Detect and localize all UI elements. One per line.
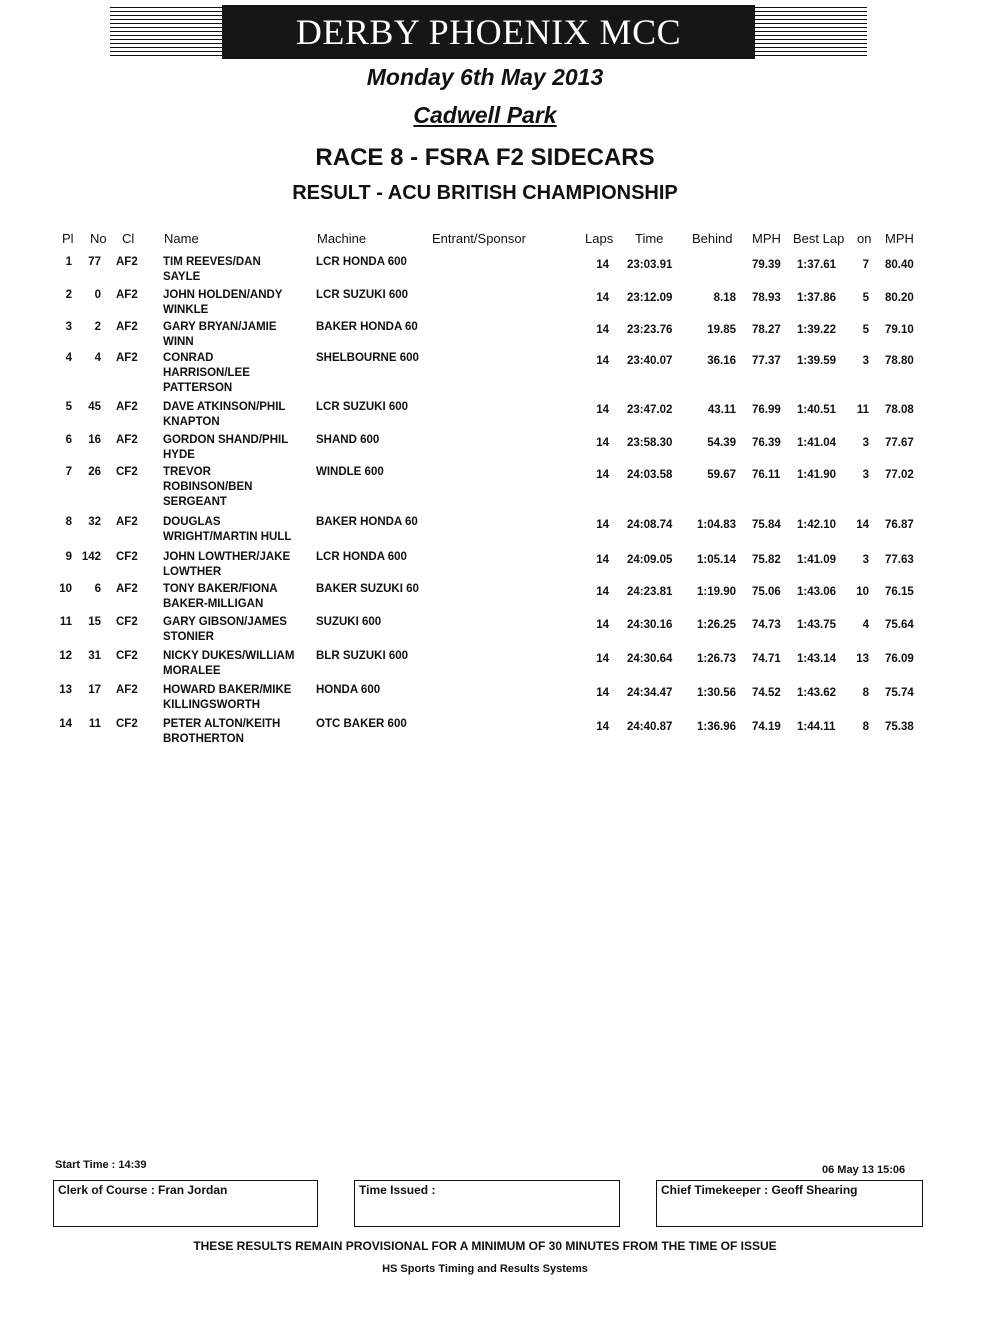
cell-best: 1:40.51 xyxy=(797,404,837,416)
cell-laps: 14 xyxy=(596,586,609,598)
cell-no: 142 xyxy=(81,551,101,563)
cell-no: 16 xyxy=(88,434,101,446)
cell-on: 8 xyxy=(862,687,869,699)
cell-cl: CF2 xyxy=(116,616,138,628)
cell-time: 24:30.64 xyxy=(627,653,673,665)
clerk-of-course-box xyxy=(53,1180,318,1227)
cell-on: 8 xyxy=(862,721,869,733)
cell-pl: 14 xyxy=(59,718,72,730)
cell-name: NICKY DUKES/WILLIAM xyxy=(163,650,295,662)
cell-bmph: 77.63 xyxy=(885,554,914,566)
cell-cl: AF2 xyxy=(116,434,138,446)
cell-name: SAYLE xyxy=(163,271,201,283)
cell-behind: 36.16 xyxy=(707,355,736,367)
cell-name: BROTHERTON xyxy=(163,733,244,745)
cell-laps: 14 xyxy=(596,721,609,733)
cell-machine: SHAND 600 xyxy=(316,434,380,446)
cell-cl: AF2 xyxy=(116,352,138,364)
chief-timekeeper: Chief Timekeeper : Geoff Shearing xyxy=(661,1183,858,1197)
cell-machine: SUZUKI 600 xyxy=(316,616,382,628)
cell-best: 1:39.59 xyxy=(797,355,837,367)
cell-name: KNAPTON xyxy=(163,416,220,428)
cell-machine: WINDLE 600 xyxy=(316,466,384,478)
cell-bmph: 77.67 xyxy=(885,437,914,449)
cell-behind: 1:26.25 xyxy=(696,619,736,631)
cell-laps: 14 xyxy=(596,519,609,531)
cell-laps: 14 xyxy=(596,437,609,449)
cell-on: 3 xyxy=(862,437,869,449)
cell-name: DAVE ATKINSON/PHIL xyxy=(163,401,286,413)
cell-name: SERGEANT xyxy=(163,496,227,508)
col-header-behind: Behind xyxy=(692,231,733,246)
cell-pl: 13 xyxy=(59,684,72,696)
cell-bmph: 76.87 xyxy=(885,519,914,531)
cell-time: 23:47.02 xyxy=(627,404,673,416)
cell-name: GARY BRYAN/JAMIE xyxy=(163,321,277,333)
cell-cl: AF2 xyxy=(116,321,138,333)
cell-time: 23:40.07 xyxy=(627,355,673,367)
cell-name: HOWARD BAKER/MIKE xyxy=(163,684,292,696)
start-time: Start Time : 14:39 xyxy=(55,1159,147,1171)
cell-no: 32 xyxy=(88,516,101,528)
cell-name: WINN xyxy=(163,336,194,348)
cell-mph: 75.06 xyxy=(752,586,781,598)
cell-no: 17 xyxy=(88,684,101,696)
cell-machine: LCR SUZUKI 600 xyxy=(316,289,409,301)
cell-bmph: 78.80 xyxy=(885,355,914,367)
cell-best: 1:43.06 xyxy=(797,586,837,598)
cell-cl: CF2 xyxy=(116,551,138,563)
cell-pl: 11 xyxy=(59,616,72,628)
cell-bmph: 75.38 xyxy=(885,721,914,733)
cell-no: 11 xyxy=(88,718,101,730)
cell-best: 1:39.22 xyxy=(797,324,837,336)
cell-laps: 14 xyxy=(596,404,609,416)
cell-laps: 14 xyxy=(596,619,609,631)
col-header-pl: Pl xyxy=(62,231,74,246)
cell-name: WINKLE xyxy=(163,304,209,316)
cell-best: 1:41.04 xyxy=(797,437,837,449)
cell-on: 3 xyxy=(862,469,869,481)
cell-behind: 8.18 xyxy=(713,292,736,304)
cell-no: 6 xyxy=(94,583,101,595)
cell-name: WRIGHT/MARTIN HULL xyxy=(163,531,292,543)
result-title: RESULT - ACU BRITISH CHAMPIONSHIP xyxy=(292,182,678,204)
cell-time: 23:12.09 xyxy=(627,292,673,304)
cell-cl: AF2 xyxy=(116,401,138,413)
cell-machine: HONDA 600 xyxy=(316,684,381,696)
cell-machine: LCR HONDA 600 xyxy=(316,551,407,563)
cell-mph: 74.73 xyxy=(752,619,781,631)
cell-no: 15 xyxy=(88,616,101,628)
cell-name: HARRISON/LEE xyxy=(163,367,250,379)
cell-bmph: 80.20 xyxy=(885,292,914,304)
cell-mph: 79.39 xyxy=(752,259,781,271)
cell-no: 45 xyxy=(88,401,101,413)
cell-time: 23:03.91 xyxy=(627,259,673,271)
chief-timekeeper-box xyxy=(656,1180,923,1227)
cell-name: PETER ALTON/KEITH xyxy=(163,718,281,730)
cell-name: HYDE xyxy=(163,449,195,461)
cell-name: LOWTHER xyxy=(163,566,222,578)
cell-time: 24:09.05 xyxy=(627,554,673,566)
cell-no: 0 xyxy=(94,289,101,301)
cell-bmph: 75.74 xyxy=(885,687,914,699)
printed-timestamp: 06 May 13 15:06 xyxy=(822,1164,906,1176)
cell-no: 2 xyxy=(94,321,101,333)
cell-name: JOHN HOLDEN/ANDY xyxy=(163,289,283,301)
cell-pl: 9 xyxy=(65,551,72,563)
cell-cl: AF2 xyxy=(116,684,138,696)
cell-on: 5 xyxy=(862,324,869,336)
cell-mph: 74.52 xyxy=(752,687,781,699)
cell-on: 14 xyxy=(856,519,869,531)
col-header-mph: MPH xyxy=(752,231,781,246)
cell-time: 24:40.87 xyxy=(627,721,673,733)
cell-time: 24:23.81 xyxy=(627,586,673,598)
cell-machine: LCR HONDA 600 xyxy=(316,256,407,268)
cell-time: 24:03.58 xyxy=(627,469,673,481)
cell-best: 1:42.10 xyxy=(797,519,837,531)
cell-no: 4 xyxy=(94,352,101,364)
cell-laps: 14 xyxy=(596,292,609,304)
cell-name: PATTERSON xyxy=(163,382,233,394)
cell-cl: CF2 xyxy=(116,466,138,478)
cell-name: MORALEE xyxy=(163,665,221,677)
cell-no: 31 xyxy=(88,650,101,662)
cell-name: ROBINSON/BEN xyxy=(163,481,253,493)
cell-behind: 43.11 xyxy=(707,404,736,416)
cell-bmph: 80.40 xyxy=(885,259,914,271)
cell-time: 24:34.47 xyxy=(627,687,673,699)
timing-system: HS Sports Timing and Results Systems xyxy=(382,1263,588,1275)
cell-cl: AF2 xyxy=(116,516,138,528)
col-header-on: on xyxy=(857,231,872,246)
cell-machine: LCR SUZUKI 600 xyxy=(316,401,409,413)
cell-time: 23:58.30 xyxy=(627,437,673,449)
cell-bmph: 76.15 xyxy=(885,586,914,598)
provisional-notice: THESE RESULTS REMAIN PROVISIONAL FOR A MINIMUM OF 30 MINUTES FROM THE TIME OF ISSUE xyxy=(193,1239,777,1253)
col-header-no: No xyxy=(90,231,107,246)
cell-behind: 1:36.96 xyxy=(696,721,736,733)
cell-laps: 14 xyxy=(596,259,609,271)
cell-pl: 1 xyxy=(65,256,72,268)
cell-bmph: 79.10 xyxy=(885,324,914,336)
cell-behind: 1:04.83 xyxy=(696,519,736,531)
cell-mph: 76.39 xyxy=(752,437,781,449)
cell-best: 1:41.09 xyxy=(797,554,837,566)
banner-lines-left xyxy=(110,7,222,57)
cell-name: BAKER-MILLIGAN xyxy=(163,598,264,610)
cell-on: 10 xyxy=(856,586,869,598)
cell-machine: OTC BAKER 600 xyxy=(316,718,407,730)
cell-bmph: 76.09 xyxy=(885,653,914,665)
cell-mph: 76.99 xyxy=(752,404,781,416)
event-date: Monday 6th May 2013 xyxy=(366,64,604,90)
time-issued-box xyxy=(354,1180,620,1227)
cell-pl: 2 xyxy=(65,289,72,301)
event-venue: Cadwell Park xyxy=(413,102,557,128)
cell-time: 24:30.16 xyxy=(627,619,673,631)
col-header-laps: Laps xyxy=(585,231,614,246)
cell-name: TREVOR xyxy=(163,466,211,478)
cell-pl: 7 xyxy=(65,466,72,478)
col-header-machine: Machine xyxy=(317,231,367,246)
cell-on: 13 xyxy=(856,653,869,665)
col-header-best-lap: Best Lap xyxy=(793,231,845,246)
cell-cl: AF2 xyxy=(116,583,138,595)
cell-name: DOUGLAS xyxy=(163,516,221,528)
cell-time: 23:23.76 xyxy=(627,324,673,336)
cell-best: 1:37.86 xyxy=(797,292,837,304)
clerk-of-course: Clerk of Course : Fran Jordan xyxy=(58,1183,228,1197)
col-header-cl: Cl xyxy=(122,231,135,246)
cell-pl: 10 xyxy=(59,583,72,595)
cell-mph: 78.93 xyxy=(752,292,781,304)
cell-behind: 1:19.90 xyxy=(696,586,736,598)
cell-on: 11 xyxy=(856,404,869,416)
cell-bmph: 75.64 xyxy=(885,619,914,631)
cell-behind: 1:05.14 xyxy=(696,554,736,566)
cell-pl: 12 xyxy=(59,650,72,662)
cell-name: TONY BAKER/FIONA xyxy=(163,583,278,595)
cell-behind: 1:26.73 xyxy=(696,653,736,665)
cell-pl: 8 xyxy=(65,516,72,528)
cell-pl: 3 xyxy=(65,321,72,333)
cell-time: 24:08.74 xyxy=(627,519,673,531)
cell-machine: BLR SUZUKI 600 xyxy=(316,650,409,662)
cell-behind: 54.39 xyxy=(707,437,736,449)
cell-best: 1:37.61 xyxy=(797,259,837,271)
cell-best: 1:43.75 xyxy=(797,619,837,631)
org-banner xyxy=(110,5,867,59)
cell-best: 1:43.62 xyxy=(797,687,837,699)
cell-bmph: 78.08 xyxy=(885,404,914,416)
cell-mph: 75.82 xyxy=(752,554,781,566)
cell-mph: 74.71 xyxy=(752,653,781,665)
col-header-time: Time xyxy=(635,231,664,246)
cell-cl: AF2 xyxy=(116,289,138,301)
cell-laps: 14 xyxy=(596,469,609,481)
cell-name: TIM REEVES/DAN xyxy=(163,256,261,268)
cell-laps: 14 xyxy=(596,324,609,336)
cell-mph: 76.11 xyxy=(752,469,781,481)
cell-machine: SHELBOURNE 600 xyxy=(316,352,419,364)
col-header-best-mph: MPH xyxy=(885,231,914,246)
cell-pl: 4 xyxy=(65,352,72,364)
race-title: RACE 8 - FSRA F2 SIDECARS xyxy=(315,144,655,171)
cell-mph: 74.19 xyxy=(752,721,781,733)
cell-laps: 14 xyxy=(596,355,609,367)
cell-on: 7 xyxy=(862,259,869,271)
cell-no: 26 xyxy=(88,466,101,478)
cell-cl: CF2 xyxy=(116,650,138,662)
col-header-entrant: Entrant/Sponsor xyxy=(432,231,526,246)
cell-name: GARY GIBSON/JAMES xyxy=(163,616,287,628)
cell-best: 1:41.90 xyxy=(797,469,837,481)
time-issued: Time Issued : xyxy=(359,1183,436,1197)
cell-laps: 14 xyxy=(596,687,609,699)
cell-name: JOHN LOWTHER/JAKE xyxy=(163,551,291,563)
cell-pl: 6 xyxy=(65,434,72,446)
cell-cl: CF2 xyxy=(116,718,138,730)
banner-lines-right xyxy=(755,7,867,57)
cell-behind: 59.67 xyxy=(707,469,736,481)
cell-mph: 78.27 xyxy=(752,324,781,336)
cell-laps: 14 xyxy=(596,653,609,665)
cell-mph: 75.84 xyxy=(752,519,781,531)
cell-machine: BAKER HONDA 60 xyxy=(316,321,418,333)
cell-on: 4 xyxy=(862,619,869,631)
cell-on: 3 xyxy=(862,554,869,566)
cell-behind: 1:30.56 xyxy=(696,687,736,699)
cell-on: 5 xyxy=(862,292,869,304)
cell-pl: 5 xyxy=(65,401,72,413)
cell-no: 77 xyxy=(88,256,101,268)
col-header-name: Name xyxy=(164,231,199,246)
cell-name: KILLINGSWORTH xyxy=(163,699,261,711)
cell-name: CONRAD xyxy=(163,352,214,364)
org-title: DERBY PHOENIX MCC xyxy=(222,5,755,59)
cell-behind: 19.85 xyxy=(707,324,736,336)
cell-machine: BAKER SUZUKI 60 xyxy=(316,583,419,595)
cell-on: 3 xyxy=(862,355,869,367)
cell-best: 1:44.11 xyxy=(797,721,836,733)
cell-machine: BAKER HONDA 60 xyxy=(316,516,418,528)
cell-cl: AF2 xyxy=(116,256,138,268)
cell-bmph: 77.02 xyxy=(885,469,914,481)
cell-name: GORDON SHAND/PHIL xyxy=(163,434,289,446)
cell-name: STONIER xyxy=(163,631,214,643)
cell-best: 1:43.14 xyxy=(797,653,837,665)
cell-mph: 77.37 xyxy=(752,355,781,367)
cell-laps: 14 xyxy=(596,554,609,566)
